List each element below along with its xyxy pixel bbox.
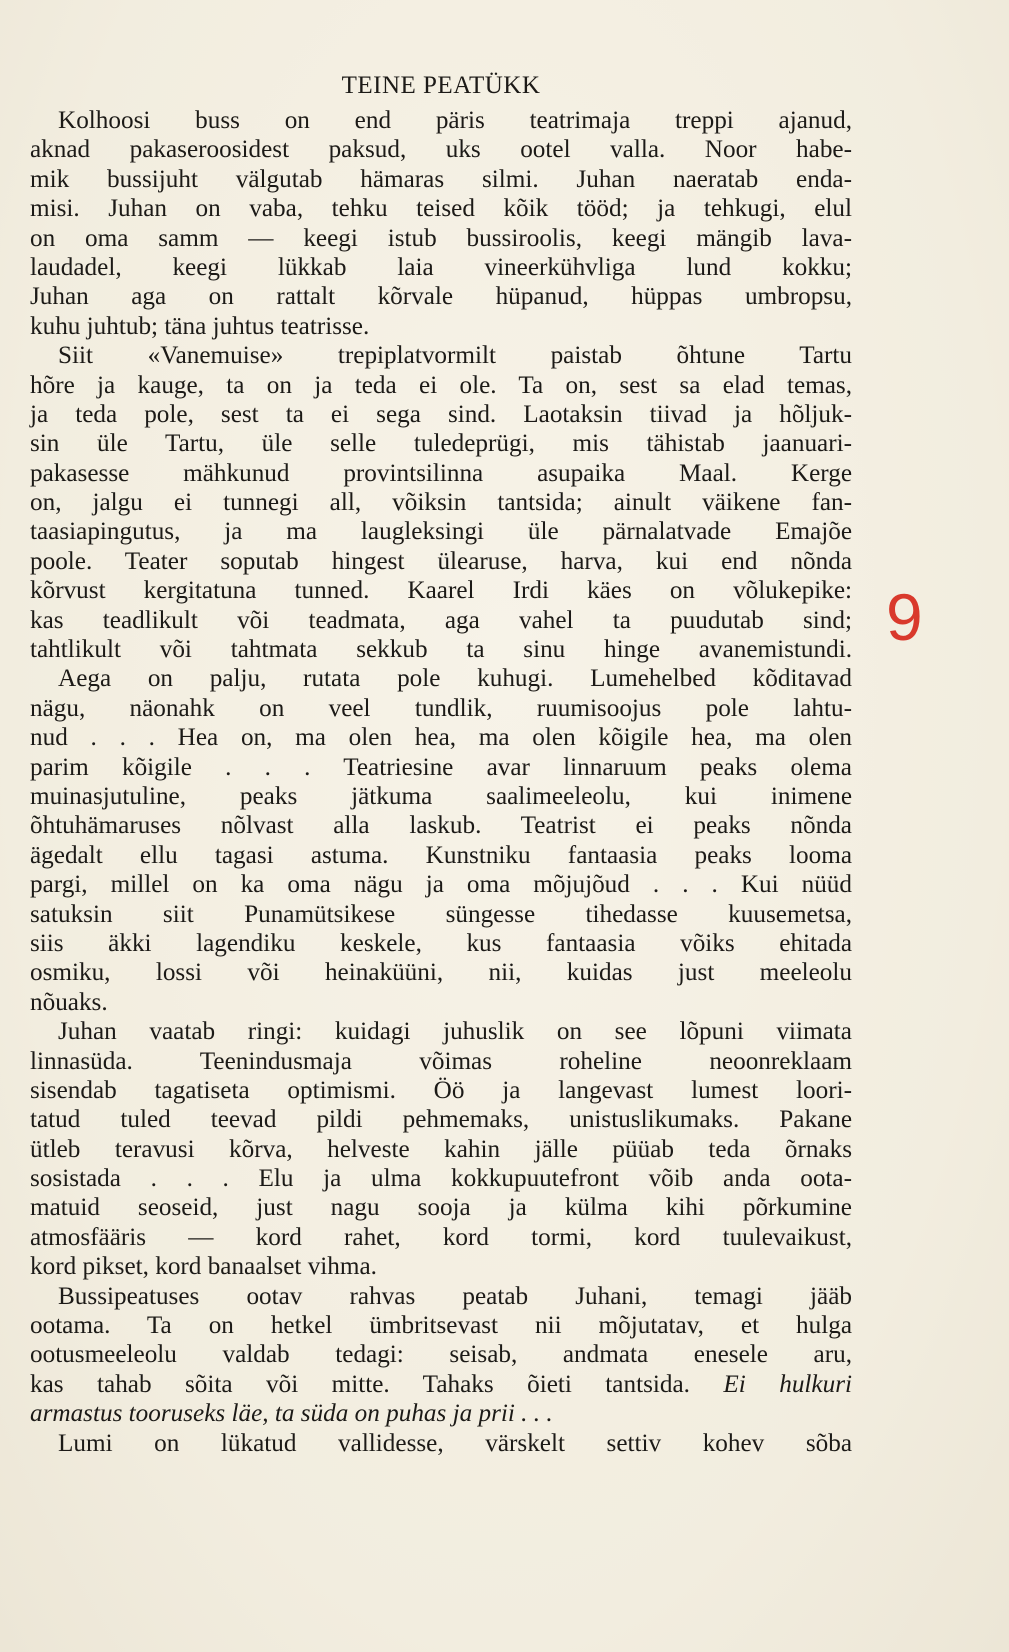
line-text: Lumi on lükatud vallidesse, värskelt settiv kohev sõba <box>58 1429 852 1457</box>
line-text: Bussipeatuses ootav rahvas peatab Juhani, temagi jääb <box>58 1282 852 1310</box>
line-text: taasiapingutus, ja ma laugleksingi üle pärnalatvade Emajõe <box>30 518 852 546</box>
text-line <box>30 900 852 929</box>
line-text: satuksin siit Punamütsikese süngesse tihedasse kuusemetsa, <box>30 900 852 928</box>
line-text: Juhan aga on rattalt kõrvale hüpanud, hüppas umbropsu, <box>30 283 852 311</box>
line-text: tahtlikult või tahtmata sekkub ta sinu hinge avanemistundi. <box>30 636 852 664</box>
line-text: nud . . . Hea on, ma olen hea, ma olen kõigile hea, ma olen <box>30 724 852 752</box>
text-line <box>30 576 852 605</box>
text-line <box>30 635 852 664</box>
line-text: hõre ja kauge, ta on ja teda ei ole. Ta on, sest sa elad temas, <box>30 371 852 399</box>
line-text: Siit «Vanemuise» trepiplatvormilt paistab õhtune Tartu <box>58 342 852 370</box>
line-text: Aega on palju, rutata pole kuhugi. Lumehelbed kõditavad <box>58 665 852 693</box>
line-text: kõrvust kergitatuna tunned. Kaarel Irdi käes on võlukepike: <box>30 577 852 605</box>
line-text: laudadel, keegi lükkab laia vineerkühvliga lund kokku; <box>30 253 852 281</box>
chapter-title: TEINE PEATÜKK <box>341 72 541 99</box>
line-text: ja teda pole, sest ta ei sega sind. Laotaksin tiivad ja hõljuk- <box>30 400 852 428</box>
line-text: Juhan vaatab ringi: kuidagi juhuslik on see lõpuni viimata <box>58 1018 852 1046</box>
line-text: osmiku, lossi või heinaküüni, nii, kuidas just meeleolu <box>30 959 852 987</box>
line-text: on oma samm — keegi istub bussiroolis, keegi mängib lava- <box>30 224 852 252</box>
line-text: on, jalgu ei tunnegi all, võiksin tantsida; ainult väikene fan- <box>30 489 852 517</box>
text-line <box>30 870 852 899</box>
italic-text: Ei hulkuri <box>723 1370 852 1398</box>
line-text: kas tahab sõita või mitte. Tahaks õieti tantsida. <box>30 1370 690 1398</box>
line-text: õhtuhämaruses nõlvast alla laskub. Teatrist ei peaks nõnda <box>30 812 852 840</box>
text-line <box>30 1164 852 1193</box>
text-line <box>30 517 852 546</box>
text-line <box>30 723 852 752</box>
text-line <box>30 811 852 840</box>
text-line <box>30 1047 852 1076</box>
text-line <box>30 1193 852 1222</box>
text-line <box>30 547 852 576</box>
text-line <box>30 488 852 517</box>
text-line <box>30 841 852 870</box>
line-text: kuhu juhtub; täna juhtus teatrisse. <box>30 312 370 340</box>
line-text: poole. Teater soputab hingest ülearuse, harva, kui end nõnda <box>30 547 852 575</box>
line-text: Kolhoosi buss on end päris teatrimaja treppi ajanud, <box>58 107 852 134</box>
line-text: pakasesse mähkunud provintsilinna asupaika Maal. Kerge <box>30 459 852 487</box>
line-text: ootama. Ta on hetkel ümbritsevast nii mõjutatav, et hulga <box>30 1312 852 1340</box>
text-line <box>30 1105 852 1134</box>
line-text: parim kõigile . . . Teatriesine avar linnaruum peaks olema <box>30 753 852 781</box>
text-line <box>30 1311 852 1340</box>
chapter-text <box>30 66 852 1458</box>
line-text: ootusmeeleolu valdab tedagi: seisab, andmata enesele aru, <box>30 1341 852 1369</box>
text-line <box>30 1076 852 1105</box>
line-text: linnasüda. Teenindusmaja võimas roheline neoonreklaam <box>30 1047 852 1075</box>
italic-text: armastus tooruseks läe, ta süda on puhas ja prii . . . <box>30 1400 553 1428</box>
text-line <box>30 106 852 135</box>
line-text: mik bussijuht välgutab hämaras silmi. Juhan naeratab enda- <box>30 165 852 193</box>
text-line <box>30 194 852 223</box>
text-line <box>30 224 852 253</box>
line-text: ütleb teravusi kõrva, helveste kahin jälle püüab teda õrnaks <box>30 1135 852 1163</box>
line-text: sisendab tagatiseta optimismi. Öö ja langevast lumest loori- <box>30 1076 852 1104</box>
line-text: tatud tuled teevad pildi pehmemaks, unistuslikumaks. Pakane <box>30 1106 852 1134</box>
text-line <box>30 694 852 723</box>
text-line <box>30 1135 852 1164</box>
line-text: kas teadlikult või teadmata, aga vahel ta puudutab sind; <box>30 606 852 634</box>
text-line <box>30 1017 852 1046</box>
line-text: nägu, näonahk on veel tundlik, ruumisoojus pole lahtu- <box>30 694 852 722</box>
line-text: aknad pakaseroosidest paksud, uks ootel valla. Noor habe- <box>30 136 852 164</box>
text-line <box>30 664 852 693</box>
text-line <box>30 929 852 958</box>
text-line <box>30 1370 852 1399</box>
text-line <box>30 165 852 194</box>
text-line <box>30 135 852 164</box>
text-line <box>30 1282 852 1311</box>
line-text: siis äkki lagendiku keskele, kus fantaasia võiks ehitada <box>30 929 852 957</box>
text-line <box>30 400 852 429</box>
text-line <box>30 429 852 458</box>
text-line <box>30 1223 852 1252</box>
text-line <box>30 371 852 400</box>
text-line <box>30 782 852 811</box>
line-text: sosistada . . . Elu ja ulma kokkupuutefront võib anda oota- <box>30 1165 852 1193</box>
text-line <box>30 253 852 282</box>
line-text: sin üle Tartu, üle selle tuledeprügi, mis tähistab jaanuari- <box>30 430 852 458</box>
text-line <box>30 1340 852 1369</box>
page-number: 9 <box>886 580 923 654</box>
text-line <box>30 312 852 341</box>
text-line <box>30 606 852 635</box>
line-text: misi. Juhan on vaba, tehku teised kõik tööd; ja tehkugi, elul <box>30 195 852 223</box>
text-line <box>30 282 852 311</box>
line-text: nõuaks. <box>30 988 108 1016</box>
line-text: ägedalt ellu tagasi astuma. Kunstniku fantaasia peaks looma <box>30 841 852 869</box>
text-line <box>30 988 852 1017</box>
text-line <box>30 341 852 370</box>
line-text: kord pikset, kord banaalset vihma. <box>30 1253 377 1281</box>
text-line <box>30 958 852 987</box>
text-line <box>30 459 852 488</box>
line-text: matuid seoseid, just nagu sooja ja külma kihi põrkumine <box>30 1194 852 1222</box>
line-text: pargi, millel on ka oma nägu ja oma mõjujõud . . . Kui nüüd <box>30 871 852 899</box>
text-line <box>30 1399 852 1428</box>
line-text: atmosfääris — kord rahet, kord tormi, kord tuulevaikust, <box>30 1223 852 1251</box>
text-line <box>30 753 852 782</box>
body-text <box>30 106 852 1458</box>
text-line <box>30 1429 852 1458</box>
text-line <box>30 1252 852 1281</box>
line-text: muinasjutuline, peaks jätkuma saalimeeleolu, kui inimene <box>30 782 852 810</box>
